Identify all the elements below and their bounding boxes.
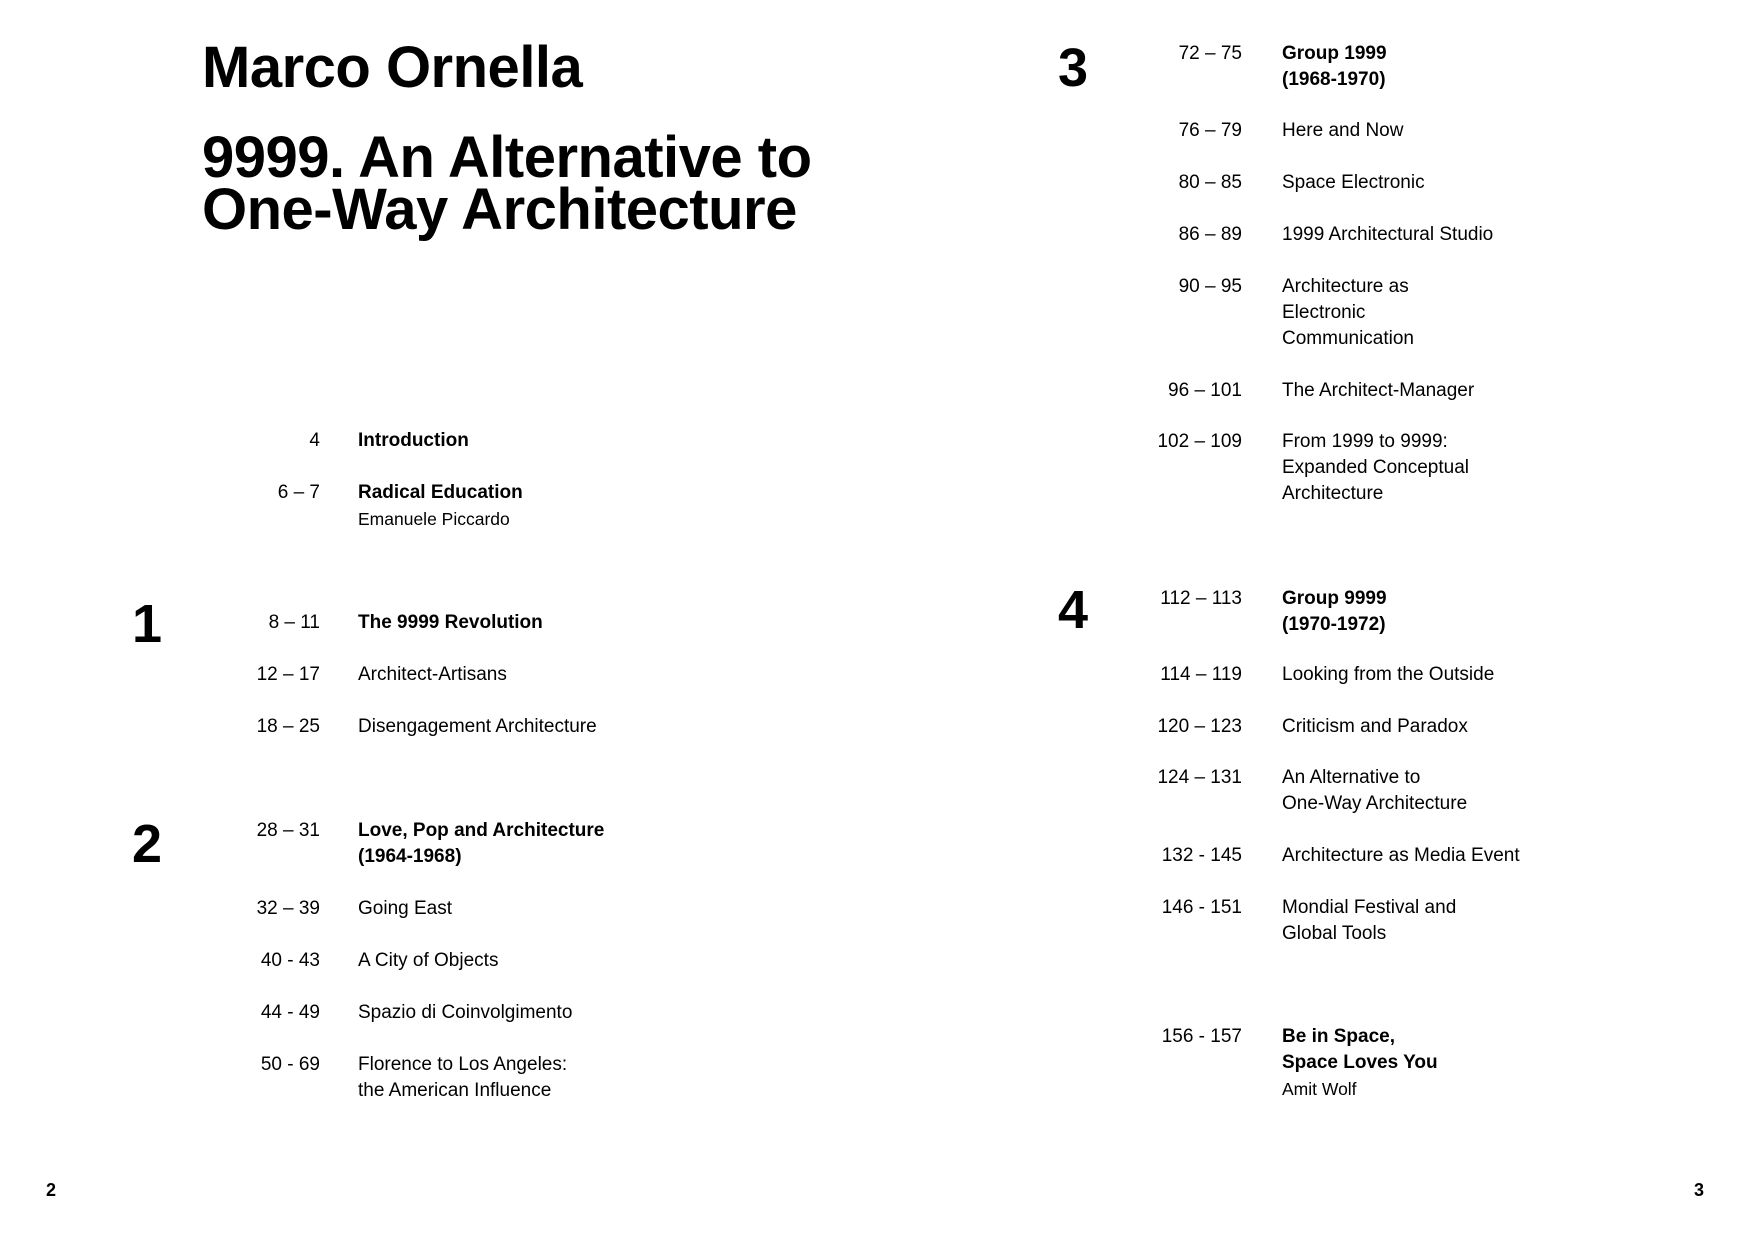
page-number-left: 2 [46, 1180, 57, 1200]
entry-title: From 1999 to 9999: [1282, 431, 1448, 452]
entry-title: Radical Education [358, 482, 523, 503]
page-range: 8 – 11 [268, 612, 320, 633]
page-range: 76 – 79 [1178, 120, 1242, 141]
entry-title-line-3: Architecture [1282, 483, 1384, 504]
book-title-line-1: 9999. An Alternative to [202, 125, 812, 190]
page-range: 40 - 43 [260, 950, 320, 971]
entry-title: Going East [358, 898, 452, 919]
section-number-4: 4 [1058, 580, 1089, 640]
author-name: Marco Ornella [202, 35, 583, 100]
page-range: 32 – 39 [256, 898, 320, 919]
entry-title: Love, Pop and Architecture [358, 820, 605, 841]
page-range: 132 - 145 [1161, 845, 1242, 866]
entry-title: Looking from the Outside [1282, 664, 1495, 685]
entry-title-line-2: Global Tools [1282, 923, 1387, 944]
entry-title: Here and Now [1282, 120, 1404, 141]
page-range: 4 [309, 430, 320, 451]
section-number-1: 1 [132, 594, 163, 654]
entry-title: Florence to Los Angeles: [358, 1054, 568, 1075]
page-range: 102 – 109 [1157, 431, 1242, 452]
page-range: 124 – 131 [1157, 767, 1242, 788]
page-range: 96 – 101 [1168, 380, 1242, 401]
entry-title: Mondial Festival and [1282, 897, 1457, 918]
entry-author: Amit Wolf [1282, 1079, 1357, 1099]
entry-title: Introduction [358, 430, 469, 451]
entry-title-line-2: the American Influence [358, 1080, 552, 1101]
entry-title: Group 9999 [1282, 588, 1387, 609]
page-range: 28 – 31 [256, 820, 320, 841]
page-range: 120 – 123 [1157, 716, 1242, 737]
page-range: 114 – 119 [1160, 664, 1242, 685]
page-range: 156 - 157 [1161, 1026, 1242, 1047]
entry-title: Architecture as Media Event [1282, 845, 1520, 866]
entry-title-line-2: (1964-1968) [358, 846, 462, 867]
entry-title-line-2: Expanded Conceptual [1282, 457, 1469, 478]
entry-title: The Architect-Manager [1282, 380, 1475, 401]
page-range: 112 – 113 [1160, 588, 1242, 609]
entry-title: Spazio di Coinvolgimento [358, 1002, 573, 1023]
entry-title-line-2: One-Way Architecture [1282, 793, 1468, 814]
page-range: 90 – 95 [1178, 276, 1242, 297]
entry-title: Architect-Artisans [358, 664, 507, 685]
entry-title: Be in Space, [1282, 1026, 1395, 1047]
page-range: 18 – 25 [256, 716, 320, 737]
section-number-2: 2 [132, 814, 163, 874]
entry-title-line-2: (1970-1972) [1282, 614, 1386, 635]
page-range: 6 – 7 [277, 482, 320, 503]
book-title-line-2: One-Way Architecture [202, 177, 797, 242]
entry-title-line-2: (1968-1970) [1282, 69, 1386, 90]
page-range: 86 – 89 [1178, 224, 1242, 245]
page-range: 72 – 75 [1178, 43, 1242, 64]
section-number-3: 3 [1058, 38, 1089, 98]
page-number-right: 3 [1694, 1180, 1705, 1200]
page-range: 44 - 49 [260, 1002, 320, 1023]
entry-author: Emanuele Piccardo [358, 509, 510, 529]
entry-title: Criticism and Paradox [1282, 716, 1468, 737]
entry-title: An Alternative to [1282, 767, 1421, 788]
entry-title: Group 1999 [1282, 43, 1387, 64]
entry-title-line-2: Electronic [1282, 302, 1366, 323]
entry-title: Architecture as [1282, 276, 1409, 297]
page-range: 80 – 85 [1178, 172, 1242, 193]
entry-title: Disengagement Architecture [358, 716, 597, 737]
entry-title: A City of Objects [358, 950, 499, 971]
entry-title: The 9999 Revolution [358, 612, 543, 633]
entry-title: 1999 Architectural Studio [1282, 224, 1494, 245]
page-range: 146 - 151 [1161, 897, 1242, 918]
page-range: 12 – 17 [256, 664, 320, 685]
entry-title-line-2: Space Loves You [1282, 1052, 1438, 1073]
entry-title: Space Electronic [1282, 172, 1425, 193]
entry-title-line-3: Communication [1282, 328, 1414, 349]
page-range: 50 - 69 [260, 1054, 320, 1075]
